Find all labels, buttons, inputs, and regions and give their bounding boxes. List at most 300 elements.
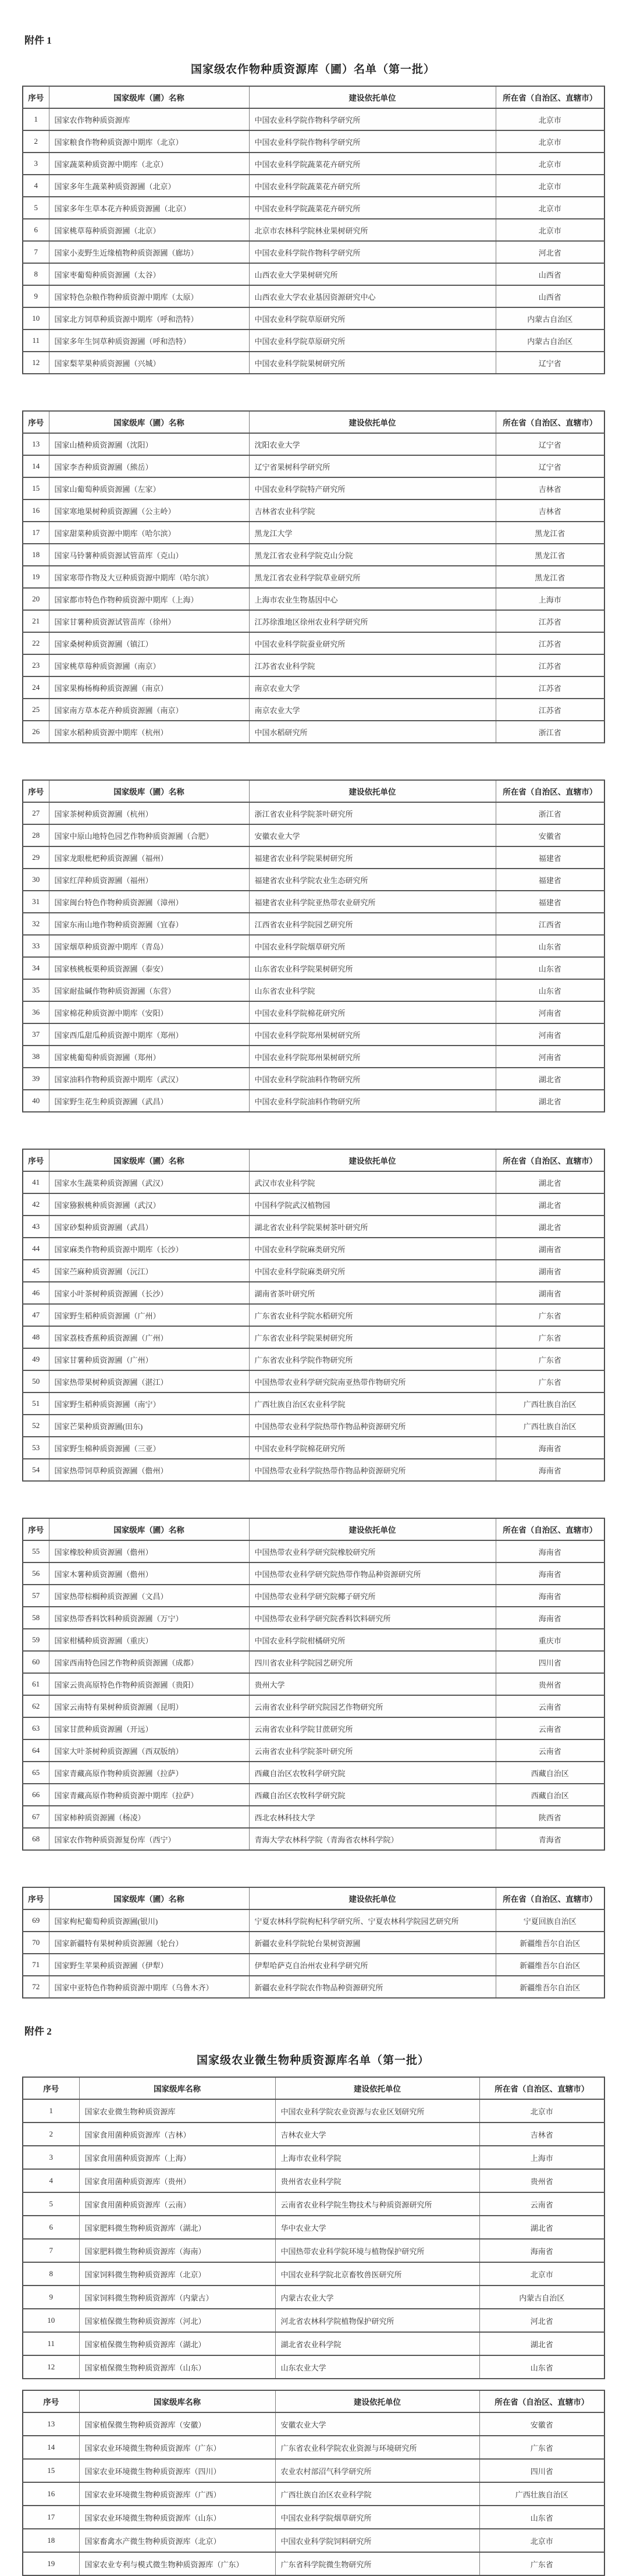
cell-no: 58	[23, 1607, 49, 1629]
cell-name: 国家枣葡萄种质资源圃（太谷）	[49, 263, 249, 285]
cell-province: 内蒙古自治区	[496, 329, 604, 352]
cell-unit: 中国农业科学院草原研究所	[249, 329, 496, 352]
cell-province: 山东省	[479, 2506, 604, 2529]
cell-name: 国家农业环境微生物种质资源库（四川）	[79, 2459, 275, 2482]
cell-name: 国家马铃薯种质资源试管苗库（克山）	[49, 544, 249, 566]
cell-province: 贵州省	[496, 1673, 604, 1695]
cell-unit: 中国农业科学院蔬菜花卉研究所	[249, 153, 496, 175]
cell-name: 国家农业环境微生物种质资源库（山东）	[79, 2506, 275, 2529]
cell-name: 国家多年生蔬菜种质资源圃（北京）	[49, 175, 249, 197]
cell-no: 14	[23, 455, 49, 477]
cell-no: 47	[23, 1304, 49, 1326]
table-row	[23, 1193, 604, 1216]
table-row	[23, 499, 604, 522]
table-row	[23, 979, 604, 1001]
cell-name: 国家植保微生物种质资源库（湖北）	[79, 2332, 275, 2355]
cell-province: 湖北省	[496, 1090, 604, 1112]
cell-name: 国家中亚特色作物种质资源中期库（乌鲁木齐）	[49, 1976, 249, 1998]
attachment2-tables	[22, 2077, 626, 2576]
cell-name: 国家青藏高原作物种质资源圃（拉萨）	[49, 1762, 249, 1784]
table-row	[23, 2262, 604, 2286]
cell-no: 36	[23, 1001, 49, 1023]
cell-unit: 河北省农林科学院植物保护研究所	[275, 2309, 479, 2332]
cell-province: 海南省	[496, 1459, 604, 1481]
table-row	[23, 1415, 604, 1437]
cell-unit: 华中农业大学	[275, 2216, 479, 2239]
cell-no: 53	[23, 1437, 49, 1459]
cell-unit: 北京市农林科学院林业果树研究所	[249, 219, 496, 241]
cell-unit: 广西壮族自治区农业科学院	[275, 2482, 479, 2506]
attachment-1	[0, 32, 626, 1999]
cell-name: 国家植保微生物种质资源库（山东）	[79, 2355, 275, 2379]
table-row	[23, 1717, 604, 1739]
cell-province: 北京市	[496, 153, 604, 175]
cell-no: 44	[23, 1238, 49, 1260]
cell-unit: 中国农业科学院棉花研究所	[249, 1001, 496, 1023]
cell-unit: 江苏徐淮地区徐州农业科学研究所	[249, 610, 496, 632]
cell-name: 国家桃草莓种质资源圃（南京）	[49, 654, 249, 676]
cell-no: 65	[23, 1762, 49, 1784]
cell-unit: 西藏自治区农牧科学研究院	[249, 1762, 496, 1784]
cell-unit: 云南省农业科学研究院园艺作物研究所	[249, 1695, 496, 1717]
cell-unit: 黑龙江省农业科学院草业研究所	[249, 566, 496, 588]
cell-no: 63	[23, 1717, 49, 1739]
cell-no: 30	[23, 869, 49, 891]
cell-province: 江苏省	[496, 610, 604, 632]
cell-no: 46	[23, 1282, 49, 1304]
cell-unit: 中国农业科学院北京畜牧兽医研究所	[275, 2262, 479, 2286]
cell-name: 国家食用菌种质资源库（云南）	[79, 2192, 275, 2216]
cell-unit: 广东省农业科学院水稻研究所	[249, 1304, 496, 1326]
cell-province: 云南省	[496, 1739, 604, 1762]
cell-name: 国家红萍种质资源圃（福州）	[49, 869, 249, 891]
header-row	[23, 411, 604, 433]
cell-name: 国家新疆特有果树种质资源圃（轮台）	[49, 1932, 249, 1954]
cell-province: 山东省	[496, 935, 604, 957]
cell-province: 广东省	[496, 1348, 604, 1370]
cell-no: 59	[23, 1629, 49, 1651]
cell-no: 48	[23, 1326, 49, 1348]
cell-no: 49	[23, 1348, 49, 1370]
col-header-unit: 建设依托单位	[249, 411, 496, 433]
cell-no: 43	[23, 1216, 49, 1238]
cell-unit: 上海市农业科学院	[275, 2146, 479, 2169]
cell-province: 辽宁省	[496, 433, 604, 455]
cell-province: 河南省	[496, 1046, 604, 1068]
cell-no: 15	[23, 2459, 79, 2482]
cell-province: 海南省	[496, 1562, 604, 1585]
table-row	[23, 1607, 604, 1629]
col-header-unit: 建设依托单位	[249, 86, 496, 108]
cell-province: 湖南省	[496, 1260, 604, 1282]
table-row	[23, 1348, 604, 1370]
cell-no: 1	[23, 108, 49, 130]
table-row	[23, 1437, 604, 1459]
cell-unit: 中国水稻研究所	[249, 721, 496, 743]
cell-name: 国家野生棉种质资源圃（三亚）	[49, 1437, 249, 1459]
cell-name: 国家芒果种质资源圃(田东)	[49, 1415, 249, 1437]
table-row	[23, 1976, 604, 1998]
table-row	[23, 935, 604, 957]
col-header-unit: 建设依托单位	[249, 780, 496, 802]
table-row	[23, 2529, 604, 2552]
cell-unit: 中国农业科学院蚕业研究所	[249, 632, 496, 654]
cell-province: 湖北省	[496, 1068, 604, 1090]
cell-name: 国家西瓜甜瓜种质资源中期库（郑州）	[49, 1023, 249, 1046]
cell-name: 国家麻类作物种质资源中期库（长沙）	[49, 1238, 249, 1260]
header-row	[23, 86, 604, 108]
cell-unit: 中国农业科学院麻类研究所	[249, 1238, 496, 1260]
cell-province: 新疆维吾尔自治区	[496, 1954, 604, 1976]
col-header-no: 序号	[23, 1518, 49, 1540]
cell-unit: 浙江省农业科学院茶叶研究所	[249, 802, 496, 824]
cell-unit: 内蒙古农业大学	[275, 2286, 479, 2309]
col-header-name: 国家级库（圃）名称	[49, 1149, 249, 1171]
cell-name: 国家梨苹果种质资源圃（兴城）	[49, 352, 249, 374]
cell-no: 62	[23, 1695, 49, 1717]
attachment1-table-block-5	[22, 1518, 605, 1851]
cell-province: 湖南省	[496, 1238, 604, 1260]
cell-unit: 山东农业大学	[275, 2355, 479, 2379]
cell-name: 国家柿种质资源圃（杨凌）	[49, 1806, 249, 1828]
attachment2-title: 国家级农业微生物种质资源库名单（第一批）	[196, 2054, 429, 2067]
cell-name: 国家西南特色园艺作物种质资源圃（成都）	[49, 1651, 249, 1673]
cell-name: 国家砂梨种质资源圃（武昌）	[49, 1216, 249, 1238]
table-row	[23, 130, 604, 153]
cell-name: 国家油料作物种质资源中期库（武汉）	[49, 1068, 249, 1090]
cell-name: 国家大叶茶树种质资源圃（西双版纳）	[49, 1739, 249, 1762]
col-header-no: 序号	[23, 1887, 49, 1909]
cell-no: 17	[23, 2506, 79, 2529]
cell-no: 42	[23, 1193, 49, 1216]
cell-unit: 中国农业科学院农业资源与农业区划研究所	[275, 2099, 479, 2123]
cell-province: 内蒙古自治区	[479, 2286, 604, 2309]
cell-unit: 湖北省农业科学院果树茶叶研究所	[249, 1216, 496, 1238]
table-row	[23, 2286, 604, 2309]
cell-no: 56	[23, 1562, 49, 1585]
cell-province: 重庆市	[496, 1629, 604, 1651]
cell-province: 山东省	[496, 979, 604, 1001]
cell-name: 国家云南特有果树种质资源圃（昆明）	[49, 1695, 249, 1717]
col-header-unit: 建设依托单位	[249, 1518, 496, 1540]
cell-province: 内蒙古自治区	[496, 307, 604, 329]
col-header-name: 国家级库（圃）名称	[49, 411, 249, 433]
cell-province: 新疆维吾尔自治区	[496, 1932, 604, 1954]
cell-name: 国家苎麻种质资源圃（沅江）	[49, 1260, 249, 1282]
cell-name: 国家水生蔬菜种质资源圃（武汉）	[49, 1171, 249, 1193]
cell-no: 9	[23, 2286, 79, 2309]
cell-province: 新疆维吾尔自治区	[496, 1976, 604, 1998]
cell-unit: 中国农业科学院蔬菜花卉研究所	[249, 197, 496, 219]
cell-no: 38	[23, 1046, 49, 1068]
table-row	[23, 588, 604, 610]
cell-unit: 贵州大学	[249, 1673, 496, 1695]
cell-name: 国家多年生饲草种质资源圃（呼和浩特）	[49, 329, 249, 352]
cell-unit: 云南省农业科学院甘蔗研究所	[249, 1717, 496, 1739]
cell-province: 安徽省	[496, 824, 604, 846]
table-row	[23, 2239, 604, 2262]
cell-province: 海南省	[496, 1607, 604, 1629]
cell-name: 国家桃葡萄种质资源圃（郑州）	[49, 1046, 249, 1068]
cell-no: 66	[23, 1784, 49, 1806]
cell-province: 北京市	[496, 197, 604, 219]
cell-unit: 中国农业科学院烟草研究所	[275, 2506, 479, 2529]
cell-unit: 中国农业科学院作物科学研究所	[249, 241, 496, 263]
cell-unit: 吉林农业大学	[275, 2123, 479, 2146]
cell-name: 国家耐盐碱作物种质资源圃（东营）	[49, 979, 249, 1001]
cell-unit: 贵州省农业科学院	[275, 2169, 479, 2192]
cell-province: 江苏省	[496, 676, 604, 699]
cell-name: 国家柑橘种质资源圃（重庆）	[49, 1629, 249, 1651]
cell-province: 辽宁省	[496, 352, 604, 374]
table-row	[23, 2436, 604, 2459]
cell-province: 广西壮族自治区	[479, 2482, 604, 2506]
cell-no: 41	[23, 1171, 49, 1193]
col-header-province: 所在省（自治区、直辖市）	[496, 1887, 604, 1909]
cell-name: 国家荔枝香蕉种质资源圃（广州）	[49, 1326, 249, 1348]
table-row	[23, 957, 604, 979]
cell-name: 国家云贵高原特色作物种质资源圃（贵阳）	[49, 1673, 249, 1695]
cell-unit: 中国农业科学院饲料研究所	[275, 2529, 479, 2552]
table-row	[23, 197, 604, 219]
cell-unit: 中国农业科学院作物科学研究所	[249, 108, 496, 130]
table-row	[23, 522, 604, 544]
table-row	[23, 1068, 604, 1090]
cell-unit: 西北农林科技大学	[249, 1806, 496, 1828]
cell-name: 国家小麦野生近缘植物种质资源圃（廊坊）	[49, 241, 249, 263]
table-row	[23, 1673, 604, 1695]
cell-no: 17	[23, 522, 49, 544]
table-row	[23, 1260, 604, 1282]
table-row	[23, 175, 604, 197]
col-header-name: 国家级库（圃）名称	[49, 1887, 249, 1909]
cell-no: 13	[23, 2412, 79, 2436]
col-header-name: 国家级库名称	[79, 2077, 275, 2099]
cell-name: 国家山葡萄种质资源圃（左家）	[49, 477, 249, 499]
cell-name: 国家野生苹果种质资源圃（伊犁）	[49, 1954, 249, 1976]
cell-no: 20	[23, 588, 49, 610]
cell-name: 国家甘薯种质资源圃（广州）	[49, 1348, 249, 1370]
table-row	[23, 1909, 604, 1932]
cell-province: 广东省	[479, 2436, 604, 2459]
cell-unit: 福建省农业科学院亚热带农业研究所	[249, 891, 496, 913]
table-row	[23, 2552, 604, 2575]
cell-province: 广东省	[496, 1304, 604, 1326]
cell-unit: 福建省农业科学院农业生态研究所	[249, 869, 496, 891]
table-row	[23, 477, 604, 499]
table-row	[23, 846, 604, 869]
cell-no: 37	[23, 1023, 49, 1046]
cell-province: 黑龙江省	[496, 522, 604, 544]
cell-unit: 伊犁哈萨克自治州农业科学研究所	[249, 1954, 496, 1976]
cell-name: 国家桃草莓种质资源圃（北京）	[49, 219, 249, 241]
cell-unit: 中国热带农业科学院热带作物品种资源研究所	[249, 1415, 496, 1437]
cell-province: 江苏省	[496, 632, 604, 654]
cell-unit: 山东省农业科学院	[249, 979, 496, 1001]
cell-province: 广西壮族自治区	[496, 1415, 604, 1437]
cell-name: 国家枸杞葡萄种质资源圃(银川)	[49, 1909, 249, 1932]
cell-unit: 中国农业科学院油料作物研究所	[249, 1068, 496, 1090]
cell-no: 57	[23, 1585, 49, 1607]
cell-province: 湖北省	[496, 1171, 604, 1193]
cell-unit: 江西省农业科学院园艺研究所	[249, 913, 496, 935]
cell-no: 5	[23, 197, 49, 219]
cell-province: 广东省	[496, 1326, 604, 1348]
table-row	[23, 1562, 604, 1585]
table-row	[23, 2355, 604, 2379]
cell-name: 国家棉花种质资源中期库（安阳）	[49, 1001, 249, 1023]
table-row	[23, 1171, 604, 1193]
cell-name: 国家野生稻种质资源圃（广州）	[49, 1304, 249, 1326]
cell-name: 国家植保微生物种质资源库（河北）	[79, 2309, 275, 2332]
table-row	[23, 1828, 604, 1850]
attachment2-table-block-1	[22, 2077, 605, 2379]
cell-province: 陕西省	[496, 1806, 604, 1828]
cell-no: 72	[23, 1976, 49, 1998]
table-row	[23, 2123, 604, 2146]
cell-unit: 广东省农业科学院农业资源与环境研究所	[275, 2436, 479, 2459]
cell-unit: 中国热带农业科学研究院热带作物品种资源研究所	[249, 1562, 496, 1585]
cell-name: 国家食用菌种质资源库（吉林）	[79, 2123, 275, 2146]
cell-unit: 黑龙江大学	[249, 522, 496, 544]
cell-unit: 广东省农业科学院果树研究所	[249, 1326, 496, 1348]
col-header-name: 国家级库（圃）名称	[49, 780, 249, 802]
cell-no: 16	[23, 499, 49, 522]
cell-province: 黑龙江省	[496, 544, 604, 566]
cell-name: 国家猕猴桃种质资源圃（武汉）	[49, 1193, 249, 1216]
cell-unit: 中国农业科学院果树研究所	[249, 352, 496, 374]
col-header-name: 国家级库名称	[79, 2390, 275, 2412]
attachment-2	[0, 2023, 626, 2576]
cell-unit: 安徽农业大学	[275, 2412, 479, 2436]
cell-no: 34	[23, 957, 49, 979]
cell-unit: 安徽农业大学	[249, 824, 496, 846]
cell-name: 国家山楂种质资源圃（沈阳）	[49, 433, 249, 455]
cell-province: 山西省	[496, 263, 604, 285]
cell-province: 云南省	[479, 2192, 604, 2216]
cell-no: 4	[23, 175, 49, 197]
cell-unit: 中国农业科学院柑橘研究所	[249, 1629, 496, 1651]
cell-unit: 中国农业科学院草原研究所	[249, 307, 496, 329]
cell-unit: 广东省农业科学院作物研究所	[249, 1348, 496, 1370]
cell-no: 45	[23, 1260, 49, 1282]
cell-province: 湖北省	[496, 1193, 604, 1216]
table-row	[23, 1806, 604, 1828]
cell-province: 云南省	[496, 1695, 604, 1717]
attachment1-label: 附件 1	[24, 35, 52, 46]
cell-no: 8	[23, 263, 49, 285]
cell-unit: 中国农业科学院郑州果树研究所	[249, 1046, 496, 1068]
cell-province: 浙江省	[496, 721, 604, 743]
table-row	[23, 329, 604, 352]
cell-province: 宁夏回族自治区	[496, 1909, 604, 1932]
cell-no: 13	[23, 433, 49, 455]
cell-no: 8	[23, 2262, 79, 2286]
cell-unit: 湖北省农业科学院	[275, 2332, 479, 2355]
table-row	[23, 2146, 604, 2169]
cell-no: 15	[23, 477, 49, 499]
table-row	[23, 2099, 604, 2123]
cell-name: 国家热带香料饮料种质资源圃（万宁）	[49, 1607, 249, 1629]
table-row	[23, 2506, 604, 2529]
cell-name: 国家中原山地特色园艺作物种质资源圃（合肥）	[49, 824, 249, 846]
table-row	[23, 699, 604, 721]
table-row	[23, 1023, 604, 1046]
table-row	[23, 1090, 604, 1112]
attachment1-table-block-3	[22, 779, 605, 1112]
cell-province: 江西省	[496, 913, 604, 935]
cell-no: 50	[23, 1370, 49, 1392]
cell-name: 国家木薯种质资源圃（儋州）	[49, 1562, 249, 1585]
cell-unit: 中国热带农业科学院环境与植物保护研究所	[275, 2239, 479, 2262]
cell-unit: 新疆农业科学院农作物品种资源研究所	[249, 1976, 496, 1998]
table-row	[23, 108, 604, 130]
cell-unit: 黑龙江省农业科学院克山分院	[249, 544, 496, 566]
cell-no: 3	[23, 153, 49, 175]
cell-name: 国家水稻种质资源中期库（杭州）	[49, 721, 249, 743]
cell-name: 国家果梅杨梅种质资源圃（南京）	[49, 676, 249, 699]
cell-no: 19	[23, 2552, 79, 2575]
cell-unit: 青海大学农林科学院（青海省农林科学院）	[249, 1828, 496, 1850]
table-row	[23, 566, 604, 588]
cell-name: 国家热带饲草种质资源圃（儋州）	[49, 1459, 249, 1481]
table-row	[23, 307, 604, 329]
table-row	[23, 1784, 604, 1806]
cell-name: 国家青藏高原作物种质资源中期库（拉萨）	[49, 1784, 249, 1806]
table-row	[23, 1046, 604, 1068]
cell-province: 湖北省	[479, 2332, 604, 2355]
cell-no: 67	[23, 1806, 49, 1828]
attachment1-table-block-6	[22, 1887, 605, 1999]
cell-no: 16	[23, 2482, 79, 2506]
col-header-no: 序号	[23, 1149, 49, 1171]
table-row	[23, 610, 604, 632]
col-header-no: 序号	[23, 780, 49, 802]
attachment1-title: 国家级农作物种质资源库（圃）名单（第一批）	[190, 63, 435, 76]
cell-no: 26	[23, 721, 49, 743]
cell-unit: 山西农业大学农业基因资源研究中心	[249, 285, 496, 307]
table-row	[23, 1695, 604, 1717]
table-row	[23, 721, 604, 743]
table-row	[23, 891, 604, 913]
cell-no: 5	[23, 2192, 79, 2216]
table-row	[23, 263, 604, 285]
table-row	[23, 1392, 604, 1415]
cell-unit: 农业农村部沼气科学研究所	[275, 2459, 479, 2482]
cell-province: 福建省	[496, 869, 604, 891]
col-header-province: 所在省（自治区、直辖市）	[496, 411, 604, 433]
cell-no: 28	[23, 824, 49, 846]
header-row	[23, 2390, 604, 2412]
cell-province: 吉林省	[496, 477, 604, 499]
cell-unit: 山东省农业科学院果树研究所	[249, 957, 496, 979]
col-header-unit: 建设依托单位	[249, 1887, 496, 1909]
attachment2-table-block-2	[22, 2390, 605, 2576]
cell-no: 71	[23, 1954, 49, 1976]
attachment1-tables	[22, 86, 626, 1999]
cell-province: 湖北省	[496, 1216, 604, 1238]
cell-name: 国家肥料微生物种质资源库（湖北）	[79, 2216, 275, 2239]
table-row	[23, 1282, 604, 1304]
cell-unit: 西藏自治区农牧科学研究院	[249, 1784, 496, 1806]
cell-unit: 广东省科学院微生物研究所	[275, 2552, 479, 2575]
table-row	[23, 1238, 604, 1260]
cell-name: 国家畜禽水产微生物种质资源库（北京）	[79, 2529, 275, 2552]
table-row	[23, 2192, 604, 2216]
attachment1-table-block-2	[22, 410, 605, 743]
cell-no: 40	[23, 1090, 49, 1112]
cell-unit: 中国农业科学院油料作物研究所	[249, 1090, 496, 1112]
